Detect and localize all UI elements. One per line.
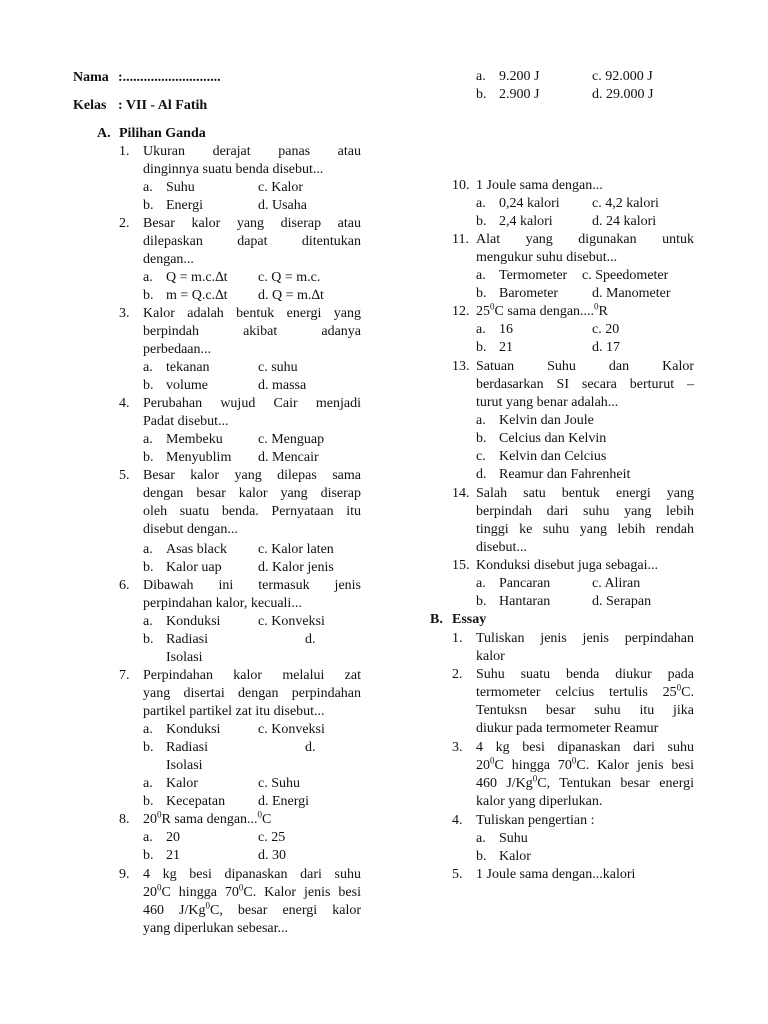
question-number: 13. bbox=[452, 359, 470, 374]
question-number: 11. bbox=[452, 232, 469, 247]
question-number: 10. bbox=[452, 178, 470, 193]
essay-text: 1 Joule sama dengan...kalori bbox=[476, 867, 636, 882]
question-text: Perpindahan kalor melalui zat yang disertai dengan perpindahan partikel partikel zat itu disebut... bbox=[143, 668, 361, 719]
question-text: Dibawah ini termasuk jenis perpindahan kalor, kecuali... bbox=[143, 578, 361, 611]
question-number: 8. bbox=[119, 812, 130, 827]
question-number: 12. bbox=[452, 304, 470, 319]
essay-text: Suhu suatu benda diukur pada termometer celcius tertulis $25^0C$. Tentuksn besar suhu itu jika diukur pada termometer Reamur bbox=[476, 667, 694, 736]
section-b-letter: B. bbox=[430, 612, 443, 627]
question-text: Alat yang digunakan untuk mengukur suhu disebut... bbox=[476, 232, 694, 265]
question-text: Kalor adalah bentuk energi yang berpindah akibat adanya perbedaan... bbox=[143, 306, 361, 357]
question-number: 4. bbox=[119, 396, 130, 411]
essay-number: 5. bbox=[452, 867, 463, 882]
name-field: :............................ bbox=[118, 70, 221, 85]
question-text: Perubahan wujud Cair menjadi Padat disebut... bbox=[143, 396, 361, 429]
option-text: Isolasi bbox=[166, 650, 203, 665]
question-number: 5. bbox=[119, 468, 130, 483]
question-text: Besar kalor yang dilepas sama dengan besar kalor yang diserap oleh suatu benda. Pernyataan itu disebut dengan... bbox=[143, 468, 361, 537]
essay-number: 1. bbox=[452, 631, 463, 646]
question-text: $20^0R$ sama dengan...$^0$C bbox=[143, 809, 272, 827]
worksheet-page: Nama :............................ Kelas : VII - Al Fatih A. Pilihan Ganda 1. Ukuran derajat panas atau dinginnya suatu benda disebut... a. Suhu c. Kalor b. Energi d. Usaha 2. Besar kalor yang diserap atau dilepaskan dapat ditentukan dengan... a. Q = m.c.∆t c. Q = m.c. b. m = Q.c.∆t d. Q = m.∆t 3. Kalor adalah bentuk energi yang berpindah akibat adanya perbedaan... a. tekanan c. suhu b. volume d. massa 4. Perubahan wujud Cair menjadi Padat disebut... a. Membeku c. Menguap b. Menyublim d. Mencair 5. Besar kalor yang dilepas sama dengan besar kalor yang diserap oleh suatu benda. Pernyataan itu disebut dengan... a. Asas black c. Kalor laten b. Kalor uap d. Kalor jenis 6. Dibawah ini termasuk jenis perpindahan kalor, kecuali... a. Konduksi c. Konveksi b. Radiasi d. Isolasi 7. Perpindahan kalor melalui zat yang disertai dengan perpindahan partikel partikel zat itu disebut... a. Konduksi c. Konveksi b. Radiasi d. Isolasi a. Kalor c. Suhu b. Kecepatan d. Energi 8. $20^0R$ sama dengan...$^0$C a. 20 c. 25 b. 21 d. 30 9. 4 kg besi dipanaskan dari suhu $20^0C$ hingga $70^0C$. Kalor jenis besi 460 J/Kg$^0$C, besar energi kalor yang diperlukan sebesar... a. 9.200 J c. 92.000 J b. 2.900 J d. 29.000 J 10. 1 Joule sama dengan... a. 0,24 kalori c. 4,2 kalori b. 2,4 kalori d. 24 kalori 11. Alat yang digunakan untuk mengukur suhu disebut... a. Termometer c. Speedometer b. Barometer d. Manometer 12. $25^0C$ sama dengan....$^0$R a. 16 c. 20 b. 21 d. 17 13. Satuan Suhu dan Kalor berdasarkan SI secara berturut – turut yang benar adalah... a. Kelvin dan Joule b. Celcius dan Kelvin c. Kelvin dan Celcius d. Reamur dan Fahrenheit 14. Salah satu bentuk energi yang berpindah dari suhu yang lebih tinggi ke suhu yang lebih rendah disebut... 15. Konduksi disebut juga sebagai... a. Pancaran c. Aliran b. Hantaran d. Serapan B. Essay 1. Tuliskan jenis jenis perpindahan kalor 2. Suhu suatu benda diukur pada termometer celcius tertulis $25^0C$. Tentuksn besar suhu itu jika diukur pada termometer Reamur 3. 4 kg besi dipanaskan dari suhu $20^0C$ hingga $70^0C$. Kalor jenis besi 460 J/Kg$^0$C, Tentukan besar energi kalor yang diperlukan. 4. Tuliskan pengertian : a. Suhu b. Kalor 5. 1 Joule sama dengan...kalori bbox=[73, 69, 694, 936]
class-label: Kelas bbox=[73, 98, 107, 113]
question-text: Besar kalor yang diserap atau dilepaskan dapat ditentukan dengan... bbox=[143, 216, 361, 267]
question-text: Konduksi disebut juga sebagai... bbox=[476, 558, 658, 573]
essay-number: 4. bbox=[452, 813, 463, 828]
question-text: 4 kg besi dipanaskan dari suhu $20^0C$ hingga $70^0C$. Kalor jenis besi 460 J/Kg$^0$C, besar energi kalor yang diperlukan sebesar... bbox=[143, 867, 361, 936]
question-text: $25^0C$ sama dengan....$^0$R bbox=[476, 301, 608, 319]
question-number: 2. bbox=[119, 216, 130, 231]
question-text: Satuan Suhu dan Kalor berdasarkan SI secara berturut – turut yang benar adalah... bbox=[476, 359, 694, 410]
section-a-title: Pilihan Ganda bbox=[119, 126, 206, 141]
essay-number: 2. bbox=[452, 667, 463, 682]
question-number: 14. bbox=[452, 486, 470, 501]
essay-text: Tuliskan jenis jenis perpindahan kalor bbox=[476, 631, 694, 664]
question-text: Ukuran derajat panas atau dinginnya suatu benda disebut... bbox=[143, 144, 361, 177]
section-b-title: Essay bbox=[452, 612, 487, 627]
question-text: 1 Joule sama dengan... bbox=[476, 178, 603, 193]
question-number: 6. bbox=[119, 578, 130, 593]
section-a-letter: A. bbox=[97, 126, 111, 141]
question-number: 9. bbox=[119, 867, 130, 882]
option-text: Isolasi bbox=[166, 758, 203, 773]
essay-number: 3. bbox=[452, 740, 463, 755]
name-label: Nama bbox=[73, 70, 109, 85]
question-text: Salah satu bentuk energi yang berpindah dari suhu yang lebih tinggi ke suhu yang lebih rendah disebut... bbox=[476, 486, 694, 555]
essay-text: 4 kg besi dipanaskan dari suhu $20^0C$ hingga $70^0C$. Kalor jenis besi 460 J/Kg$^0$C, Tentukan besar energi kalor yang diperlukan. bbox=[476, 740, 694, 809]
question-number: 7. bbox=[119, 668, 130, 683]
question-number: 3. bbox=[119, 306, 130, 321]
class-field: : VII - Al Fatih bbox=[118, 98, 208, 113]
essay-text: Tuliskan pengertian : bbox=[476, 813, 595, 828]
question-number: 15. bbox=[452, 558, 470, 573]
question-number: 1. bbox=[119, 144, 130, 159]
